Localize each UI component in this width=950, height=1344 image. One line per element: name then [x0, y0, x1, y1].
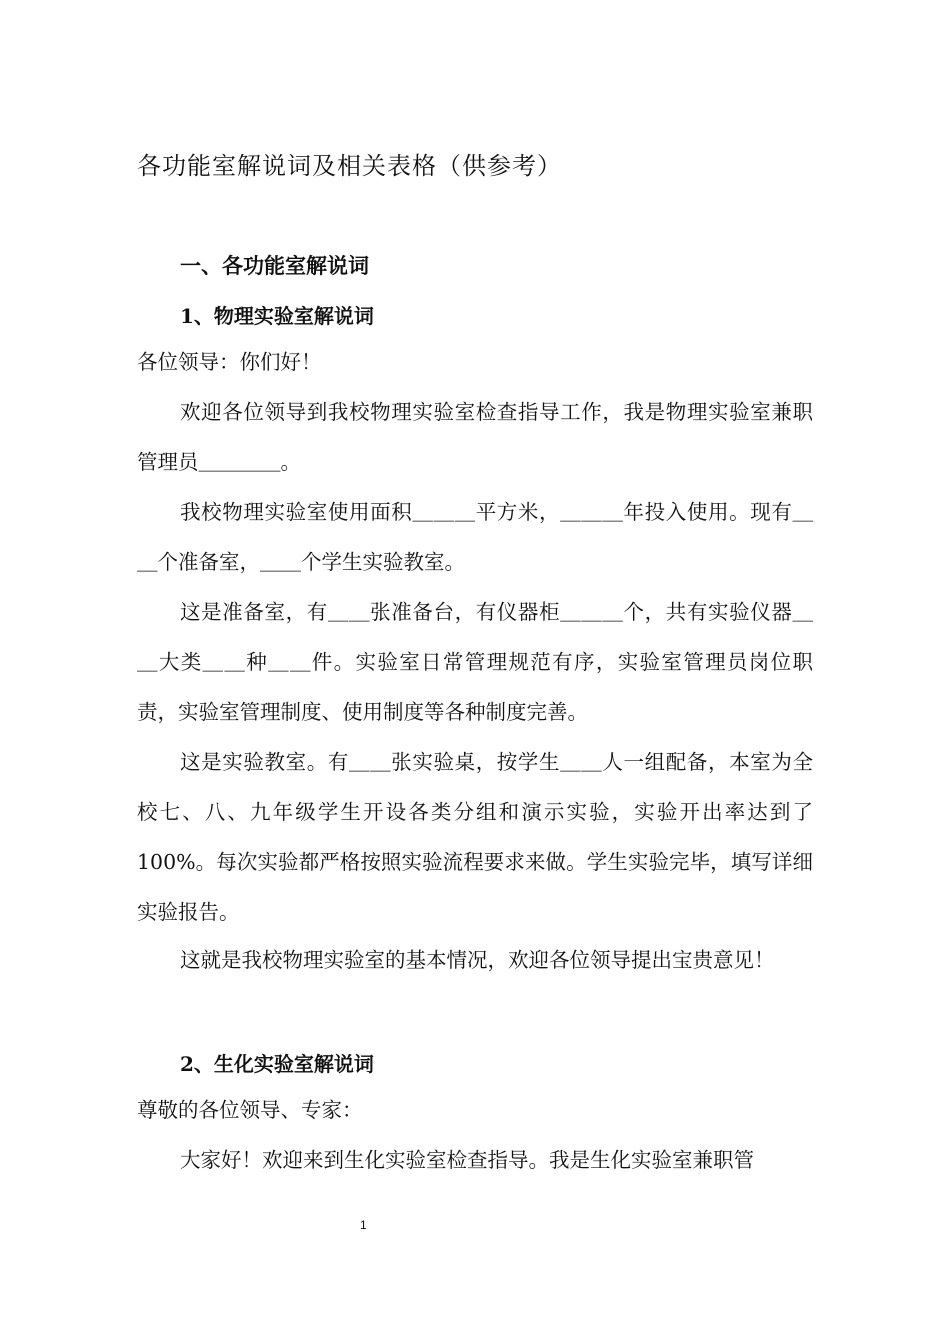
paragraph-physics-2: 我校物理实验室使用面积＿＿＿平方米，＿＿＿年投入使用。现有＿＿个准备室，＿＿个学生实验教室。: [137, 500, 813, 574]
paragraph-physics-3: 这是准备室，有＿＿张准备台，有仪器柜＿＿＿个，共有实验仪器＿＿大类＿＿种＿＿件。实验室日常管理规范有序，实验室管理员岗位职责，实验室管理制度、使用制度等各种制度完善。: [137, 600, 813, 724]
subsection-heading-biochem: 2、生化实验室解说词: [180, 1052, 374, 1076]
document-title: 各功能室解说词及相关表格（供参考）: [137, 152, 562, 180]
paragraph-physics-5: 这就是我校物理实验室的基本情况，欢迎各位领导提出宝贵意见！: [180, 948, 775, 972]
paragraph-physics-1: 欢迎各位领导到我校物理实验室检查指导工作，我是物理实验室兼职管理员＿＿＿＿。: [137, 400, 813, 474]
page-number: 1: [360, 1218, 367, 1232]
paragraph-biochem-1: 大家好！欢迎来到生化实验室检查指导。我是生化实验室兼职管: [180, 1148, 754, 1172]
greeting-physics: 各位领导：你们好！: [137, 350, 322, 374]
section-heading: 一、各功能室解说词: [180, 254, 369, 278]
greeting-biochem: 尊敬的各位领导、专家：: [137, 1098, 363, 1122]
paragraph-physics-4: 这是实验教室。有＿＿张实验桌，按学生＿＿人一组配备，本室为全校七、八、九年级学生开设各类分组和演示实验，实验开出率达到了100%。每次实验都严格按照实验流程要求来做。学生实验完毕，填写详细实验报告。: [137, 750, 813, 924]
subsection-heading-physics: 1、物理实验室解说词: [180, 304, 374, 328]
